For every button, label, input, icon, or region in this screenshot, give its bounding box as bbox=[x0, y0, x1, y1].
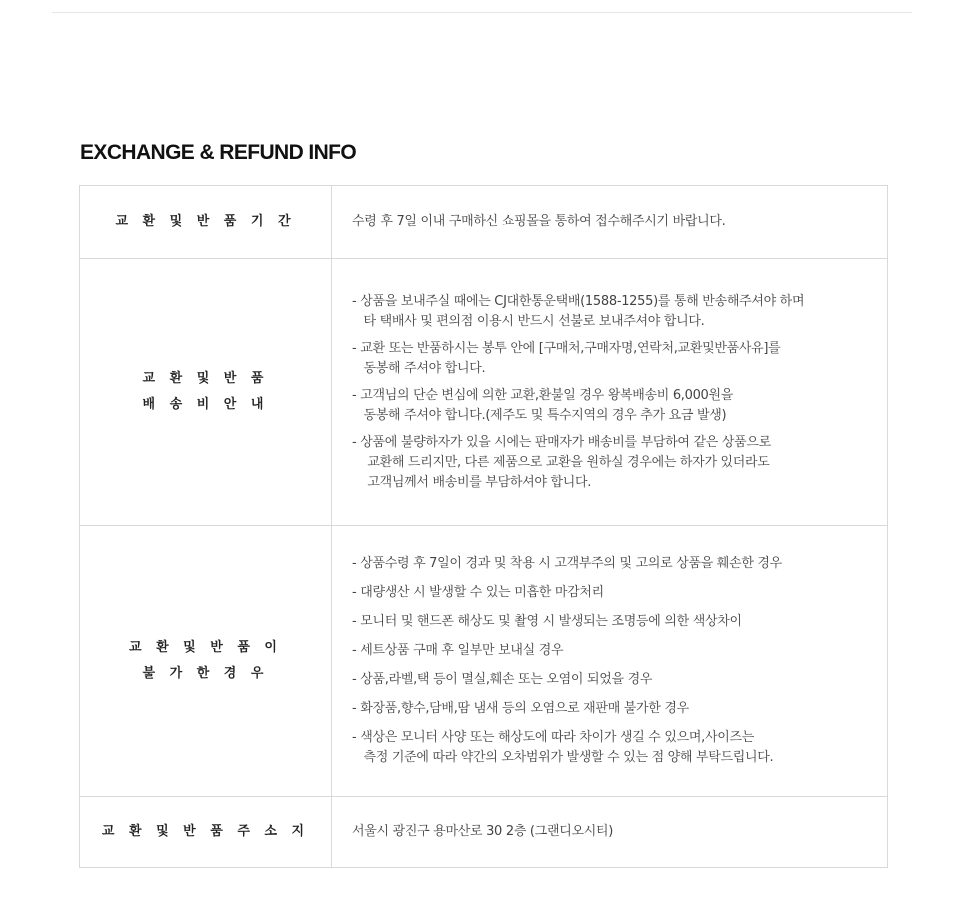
list-item: - 상품에 불량하자가 있을 시에는 판매자가 배송비를 부담하여 같은 상품으로 교환해 드리지만, 다른 제품으로 교환을 원하실 경우에는 하자가 있더라도 고객님께서 배송비를 부담하셔야 합니다. bbox=[352, 434, 771, 490]
row-label-line: 교 환 및 반 품 기 간 bbox=[115, 214, 296, 229]
return-address-text: 서울시 광진구 용마산로 30 2층 (그랜디오시티) bbox=[352, 824, 614, 839]
row-label-exchange-period bbox=[80, 186, 332, 259]
row-content-shipping-fee bbox=[332, 259, 888, 526]
row-content-return-address bbox=[332, 797, 888, 868]
table-row-return-address bbox=[80, 797, 888, 868]
row-content-not-allowed bbox=[332, 526, 888, 797]
list-item: - 세트상품 구매 후 일부만 보내실 경우 bbox=[352, 643, 564, 658]
row-label-line: 교 환 및 반 품 이 bbox=[129, 640, 282, 655]
row-label-shipping-fee bbox=[80, 259, 332, 526]
list-item: - 화장품,향수,담배,땀 냄새 등의 오염으로 재판매 불가한 경우 bbox=[352, 701, 689, 716]
list-item: - 모니터 및 핸드폰 해상도 및 촬영 시 발생되는 조명등에 의한 색상차이 bbox=[352, 614, 742, 629]
row-content-exchange-period bbox=[332, 186, 888, 259]
row-label-return-address bbox=[80, 797, 332, 868]
table-row-exchange-period bbox=[80, 186, 888, 259]
row-label-line: 배 송 비 안 내 bbox=[142, 397, 269, 412]
list-item: - 대량생산 시 발생할 수 있는 미흡한 마감처리 bbox=[352, 585, 604, 600]
list-item: - 고객님의 단순 변심에 의한 교환,환불일 경우 왕복배송비 6,000원을 동봉해 주셔야 합니다.(제주도 및 특수지역의 경우 추가 요금 발생) bbox=[352, 387, 734, 423]
row-label-line: 불 가 한 경 우 bbox=[142, 666, 269, 681]
table-row-not-allowed bbox=[80, 526, 888, 797]
list-item: - 상품,라벨,택 등이 멸실,훼손 또는 오염이 되었을 경우 bbox=[352, 672, 653, 687]
table-row-shipping-fee bbox=[80, 259, 888, 526]
list-item: - 교환 또는 반품하시는 봉투 안에 [구매처,구매자명,연락처,교환및반품사유]를 동봉해 주셔야 합니다. bbox=[352, 340, 781, 376]
list-item: - 색상은 모니터 사양 또는 해상도에 따라 차이가 생길 수 있으며,사이즈는 측정 기준에 따라 약간의 오차범위가 발생할 수 있는 점 양해 부탁드립니다. bbox=[352, 730, 774, 765]
not-allowed-list bbox=[352, 554, 875, 768]
list-item: - 상품을 보내주실 때에는 CJ대한통운택배(1588-1255)를 통해 반송해주셔야 하며 타 택배사 및 편의점 이용시 반드시 선불로 보내주셔야 합니다. bbox=[352, 293, 805, 329]
row-label-line: 교 환 및 반 품 bbox=[142, 371, 269, 386]
section-title: EXCHANGE & REFUND INFO bbox=[80, 141, 357, 164]
exchange-period-text: 수령 후 7일 이내 구매하신 쇼핑몰을 통하여 접수해주시기 바랍니다. bbox=[352, 214, 726, 229]
exchange-refund-table bbox=[79, 185, 888, 868]
list-item: - 상품수령 후 7일이 경과 및 착용 시 고객부주의 및 고의로 상품을 훼손한 경우 bbox=[352, 556, 782, 571]
shipping-fee-list bbox=[352, 292, 875, 493]
top-divider bbox=[52, 12, 912, 13]
row-label-not-allowed bbox=[80, 526, 332, 797]
row-label-line: 교 환 및 반 품 주 소 지 bbox=[101, 824, 310, 839]
